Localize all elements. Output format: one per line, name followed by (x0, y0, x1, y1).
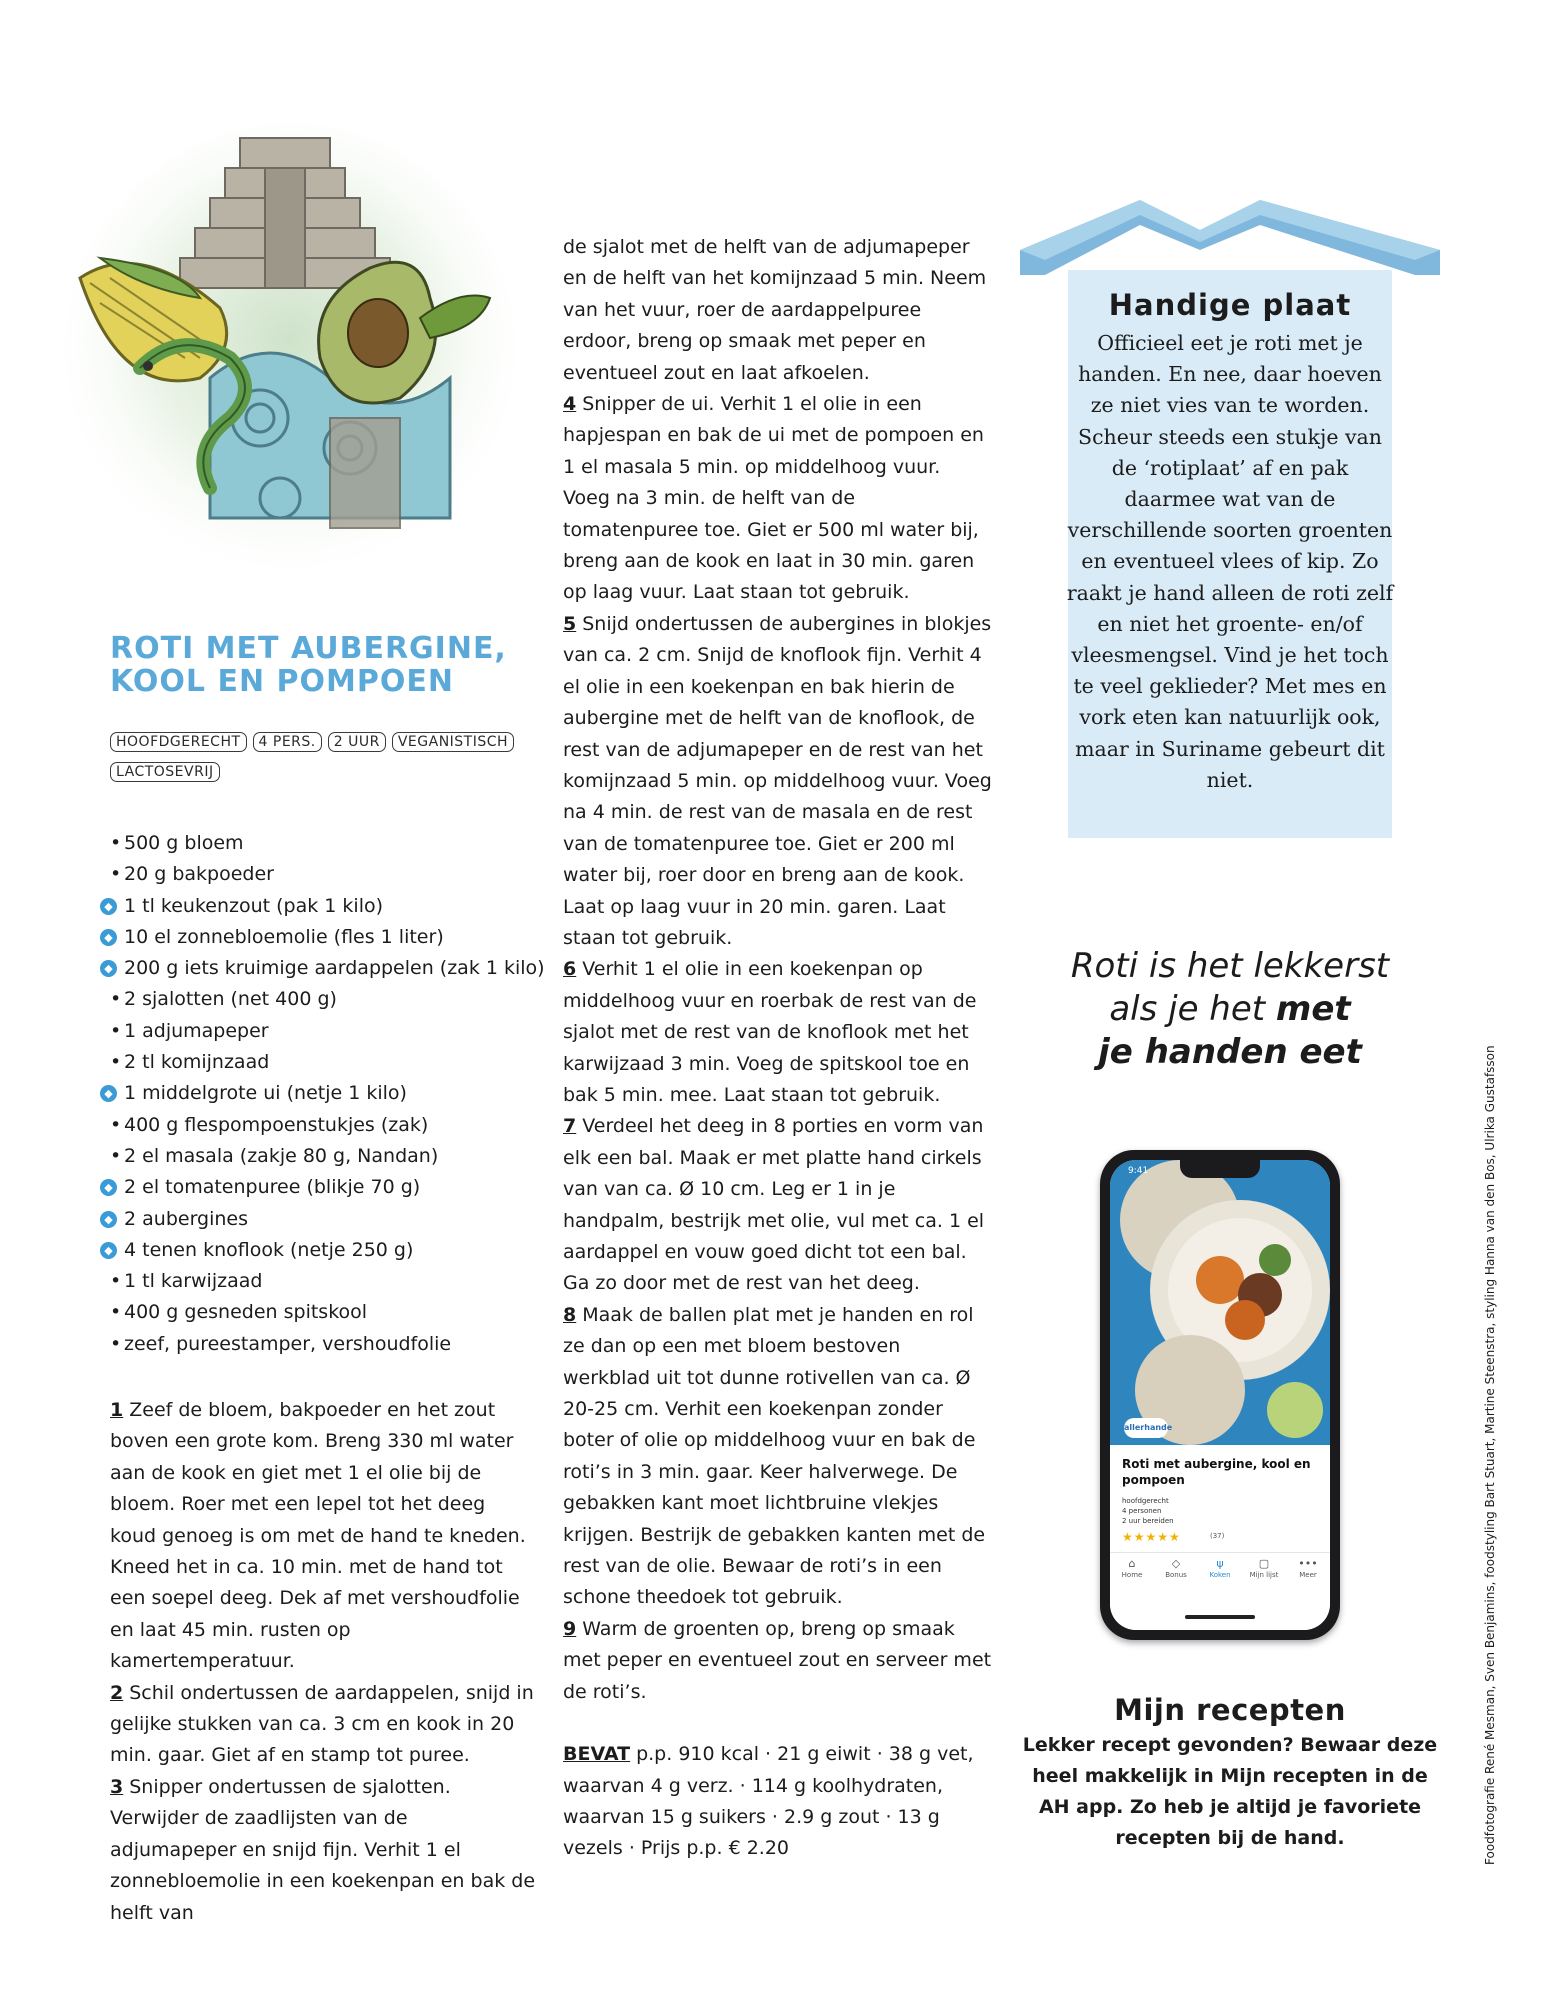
ingredient-text: 20 g bakpoeder (124, 863, 274, 886)
allerhande-logo: allerhande (1124, 1418, 1168, 1438)
meta-course: hoofdgerecht (1122, 1497, 1169, 1505)
tip-body: Officieel eet je roti met je handen. En nee, daar hoeven ze niet vies van te worden. Scheur steeds een stukje van de ‘rotiplaat’ af en pak daarmee wat van de verschillende soorten groenten en eventueel vlees of kip. Zo raakt je hand alleen de roti zelf en niet het groente- en/of vleesmengsel. Vind je het toch te veel geklieder? Met mes en vork eten kan natuurlijk ook, maar in Suriname gebeurt dit niet. (1066, 331, 1394, 792)
bullet-icon: • (110, 1019, 122, 1042)
quote-line1: Roti is het lekkerst (1070, 946, 1390, 986)
ingredient-item (100, 859, 550, 890)
steps-column-1 (110, 1395, 535, 1929)
ingredient-item (100, 1172, 550, 1203)
step-3 (110, 1772, 535, 1929)
nutrition-text: p.p. 910 kcal · 21 g eiwit · 38 g vet, waarvan 4 g verz. · 114 g koolhydraten, waarvan 15 g suikers · 2.9 g zout · 13 g vezels · Prijs p.p. € 2.20 (563, 1743, 974, 1860)
ah-basics-icon: ◆ (100, 1242, 117, 1259)
ingredient-text: 400 g gesneden spitskool (124, 1301, 368, 1324)
ingredient-item (100, 922, 550, 953)
step-text: Snipper ondertussen de sjalotten. Verwijder de zaadlijsten van de adjumapeper en snijd fijn. Verhit 1 el zonnebloemolie in een koekenpan en bak de helft van (110, 1775, 536, 1924)
tab-home[interactable] (1112, 1553, 1152, 1593)
recipe-title (110, 632, 510, 698)
step-1 (110, 1395, 535, 1678)
step-8 (563, 1300, 993, 1614)
ingredient-item (100, 1110, 550, 1141)
ingredient-item (100, 891, 550, 922)
step-text: Snijd ondertussen de aubergines in blokjes van ca. 2 cm. Snijd de knoflook fijn. Verhit 4 el olie in een koekenpan en bak hierin de aubergine met de helft van de knoflook, de rest van de adjumapeper en de rest van het komijnzaad 5 min. op middelhoog vuur. Voeg na 4 min. de rest van de masala en de rest van de tomatenpuree toe. Giet er 200 ml water bij, roer door en breng aan de kook. Laat op laag vuur in 20 min. garen. Laat staan tot gebruik. (563, 612, 992, 949)
quote-line3: je handen eet (1098, 1032, 1362, 1072)
step-text: Zeef de bloem, bakpoeder en het zout boven een grote kom. Breng 330 ml water aan de kook en giet met 1 el olie bij de bloem. Roer met een lepel tot het deeg koud genoeg is om met de hand te kneden. Kneed het in ca. 10 min. met de hand tot een soepel deeg. Dek af met vershoudfolie en laat 45 min. rusten op kamertemperatuur. (110, 1399, 526, 1673)
step-text: Schil ondertussen de aardappelen, snijd in gelijke stukken van ca. 3 cm en kook in 20 min. gaar. Giet af en stamp tot puree. (110, 1681, 534, 1767)
ingredient-item (100, 828, 550, 859)
step-number: 8 (563, 1303, 577, 1326)
step-text: Maak de ballen plat met je handen en rol ze dan op een met bloem bestoven werkblad uit tot dunne rotivellen van ca. Ø 20-25 cm. Verhit een koekenpan zonder boter of olie op middelhoog vuur en bak de roti’s in 3 min. gaar. Keer halverwege. De gebakken kant moet lichtbruine vlekjes krijgen. Bestrijk de gebakken kanten met de rest van de olie. Bewaar de roti’s in een schone theedoek tot gebruik. (563, 1303, 986, 1609)
pull-quote (1050, 945, 1410, 1074)
ingredient-item (100, 1266, 550, 1297)
step-text: Verhit 1 el olie in een koekenpan op middelhoog vuur en roerbak de rest van de sjalot met de rest van de knoflook met het karwijzaad 3 min. Voeg de spitskool toe en bak 5 min. mee. Laat staan tot gebruik. (563, 958, 977, 1106)
app-recipe-title[interactable]: Roti met aubergine, kool en pompoen (1122, 1457, 1311, 1487)
bullet-icon: • (110, 1270, 122, 1293)
step-6 (563, 954, 993, 1111)
step-3-continuation: de sjalot met de helft van de adjumapeper en de helft van het komijnzaad 5 min. Neem van het vuur, roer de aardappelpuree erdoor, breng op smaak met peper en eventueel zout en laat afkoelen. (563, 236, 987, 384)
ingredient-item (100, 953, 550, 984)
tab-mijn-lijst[interactable] (1244, 1553, 1284, 1593)
decorative-illustration (60, 118, 520, 588)
ingredient-text: 10 el zonnebloemolie (fles 1 liter) (124, 925, 444, 948)
bullet-icon: • (110, 832, 122, 854)
ah-basics-icon: ◆ (100, 898, 117, 915)
roof-icon (1020, 200, 1440, 275)
ingredient-item (100, 1047, 550, 1078)
bullet-icon: • (110, 1051, 122, 1074)
tag-lactose-free: LACTOSEVRIJ (110, 762, 220, 782)
bullet-icon: • (110, 1332, 122, 1355)
meta-servings: 4 personen (1122, 1507, 1162, 1515)
ah-basics-icon: ◆ (100, 1211, 117, 1228)
bullet-icon: • (110, 988, 122, 1011)
step-7 (563, 1111, 993, 1299)
ah-basics-icon: ◆ (100, 1085, 117, 1102)
ingredient-item (100, 984, 550, 1015)
tag-vegan: VEGANISTISCH (392, 732, 514, 752)
app-tab-bar (1110, 1552, 1330, 1593)
bullet-icon: • (110, 1113, 122, 1136)
phone-notch (1180, 1160, 1260, 1178)
ingredient-text: 1 tl karwijzaad (124, 1270, 263, 1293)
tab-meer[interactable] (1288, 1553, 1328, 1593)
tab-bonus[interactable] (1156, 1553, 1196, 1593)
step-number: 5 (563, 612, 577, 635)
quote-line2-bold: met (1275, 989, 1351, 1029)
ah-basics-icon: ◆ (100, 929, 117, 946)
step-4 (563, 389, 993, 609)
basket-icon: ▢ (1258, 1557, 1270, 1570)
mijn-recepten-body: Lekker recept gevonden? Bewaar deze heel makkelijk in Mijn recepten in de AH app. Zo heb je altijd je favoriete recepten bij de hand. (1022, 1734, 1438, 1849)
steps-4-to-9 (563, 389, 993, 1708)
ah-basics-icon: ◆ (100, 1179, 117, 1196)
bullet-icon: • (110, 1144, 122, 1167)
step-number: 2 (110, 1681, 124, 1704)
bonus-icon: ◇ (1171, 1557, 1181, 1570)
home-icon: ⌂ (1128, 1557, 1136, 1570)
ingredient-item (100, 1204, 550, 1235)
tip-title: Handige plaat (1108, 288, 1352, 322)
meta-time: 2 uur bereiden (1122, 1517, 1174, 1525)
ingredient-text: 400 g flespompoenstukjes (zak) (124, 1113, 429, 1136)
ah-basics-icon: ◆ (100, 960, 117, 977)
ingredient-text: 4 tenen knoflook (netje 250 g) (124, 1238, 414, 1261)
step-number: 1 (110, 1399, 124, 1421)
step-text: Verdeel het deeg in 8 porties en vorm van elk een bal. Maak er met platte hand cirkels van van ca. Ø 10 cm. Leg er 1 in je handpalm, bestrijk met olie, vul met ca. 1 el aardappel en vouw goed dicht tot een bal. Ga zo door met de rest van het deeg. (563, 1115, 985, 1295)
step-number: 9 (563, 1617, 577, 1640)
bullet-icon: • (110, 863, 122, 886)
step-text: Warm de groenten op, breng op smaak met peper en eventueel zout en serveer met de roti’s. (563, 1617, 992, 1703)
steps-column-2 (563, 232, 993, 1865)
ingredient-item (100, 1297, 550, 1328)
phone-screen (1110, 1160, 1330, 1630)
home-indicator (1185, 1615, 1255, 1619)
ingredient-text: 2 sjalotten (net 400 g) (124, 988, 337, 1011)
photo-credits: Foodfotografie René Mesman, Sven Benjamins, foodstyling Bart Stuart, Martine Steenstra, styling Hanna van den Bos, Ulrika Gustafsson (1483, 1045, 1497, 1865)
step-text: Snipper de ui. Verhit 1 el olie in een hapjespan en bak de ui met de pompoen en 1 el masala 5 min. op middelhoog vuur. Voeg na 3 min. de helft van de tomatenpuree toe. Giet er 500 ml water bij, breng aan de kook en laat in 30 min. garen op laag vuur. Laat staan tot gebruik. (563, 393, 984, 604)
tag-course: HOOFDGERECHT (110, 732, 247, 752)
tab-koken[interactable] (1200, 1553, 1240, 1593)
step-5 (563, 609, 993, 954)
more-icon: ••• (1298, 1557, 1318, 1570)
ingredient-text: 200 g iets kruimige aardappelen (zak 1 kilo) (124, 957, 545, 980)
step-number: 4 (563, 393, 577, 416)
ingredient-list (100, 828, 550, 1360)
ingredient-text: 2 tl komijnzaad (124, 1051, 270, 1074)
ingredient-text: 2 aubergines (124, 1207, 249, 1230)
ingredient-text: 500 g bloem (124, 832, 244, 854)
mijn-recepten-title: Mijn recepten (1114, 1693, 1346, 1727)
step-number: 3 (110, 1775, 124, 1798)
ingredient-text: 2 el tomatenpuree (blikje 70 g) (124, 1176, 421, 1199)
ingredient-text: zeef, pureestamper, vershoudfolie (124, 1332, 452, 1355)
rating-count: (37) (1210, 1532, 1225, 1540)
ingredient-text: 2 el masala (zakje 80 g, Nandan) (124, 1144, 439, 1167)
cutlery-icon: ψ (1216, 1557, 1224, 1570)
tab-bonus-label: Bonus (1165, 1571, 1187, 1579)
ingredient-text: 1 middelgrote ui (netje 1 kilo) (124, 1082, 407, 1105)
step-9 (563, 1614, 993, 1708)
recipe-title-line1: ROTI MET AUBERGINE, (110, 631, 507, 666)
ingredient-item (100, 1016, 550, 1047)
bullet-icon: • (110, 1301, 122, 1324)
tab-mijn-lijst-label: Mijn lijst (1249, 1571, 1279, 1579)
ingredient-item (100, 1329, 550, 1360)
status-time: 9:41 (1128, 1166, 1149, 1176)
nutrition-label: BEVAT (563, 1743, 631, 1766)
nutrition-info (563, 1739, 993, 1865)
tab-koken-label: Koken (1209, 1571, 1231, 1579)
step-number: 6 (563, 958, 577, 981)
tab-home-label: Home (1121, 1571, 1143, 1579)
ingredient-item (100, 1235, 550, 1266)
tag-servings: 4 PERS. (253, 732, 322, 752)
ingredient-text: 1 tl keukenzout (pak 1 kilo) (124, 894, 384, 917)
tab-meer-label: Meer (1299, 1571, 1317, 1579)
rating-stars-icon: ★★★★★ (1122, 1530, 1181, 1544)
quote-line2: als je het (1109, 989, 1276, 1029)
recipe-tags (110, 732, 540, 782)
step-2 (110, 1678, 535, 1772)
ingredient-item (100, 1078, 550, 1109)
app-recipe-meta (1122, 1496, 1322, 1526)
roti-food-photo (1110, 1160, 1330, 1450)
tag-time: 2 UUR (328, 732, 386, 752)
recipe-title-line2: KOOL EN POMPOEN (110, 664, 454, 699)
ingredient-item (100, 1141, 550, 1172)
ingredient-text: 1 adjumapeper (124, 1019, 269, 1042)
step-number: 7 (563, 1115, 577, 1138)
phone-mockup (1100, 1150, 1340, 1640)
